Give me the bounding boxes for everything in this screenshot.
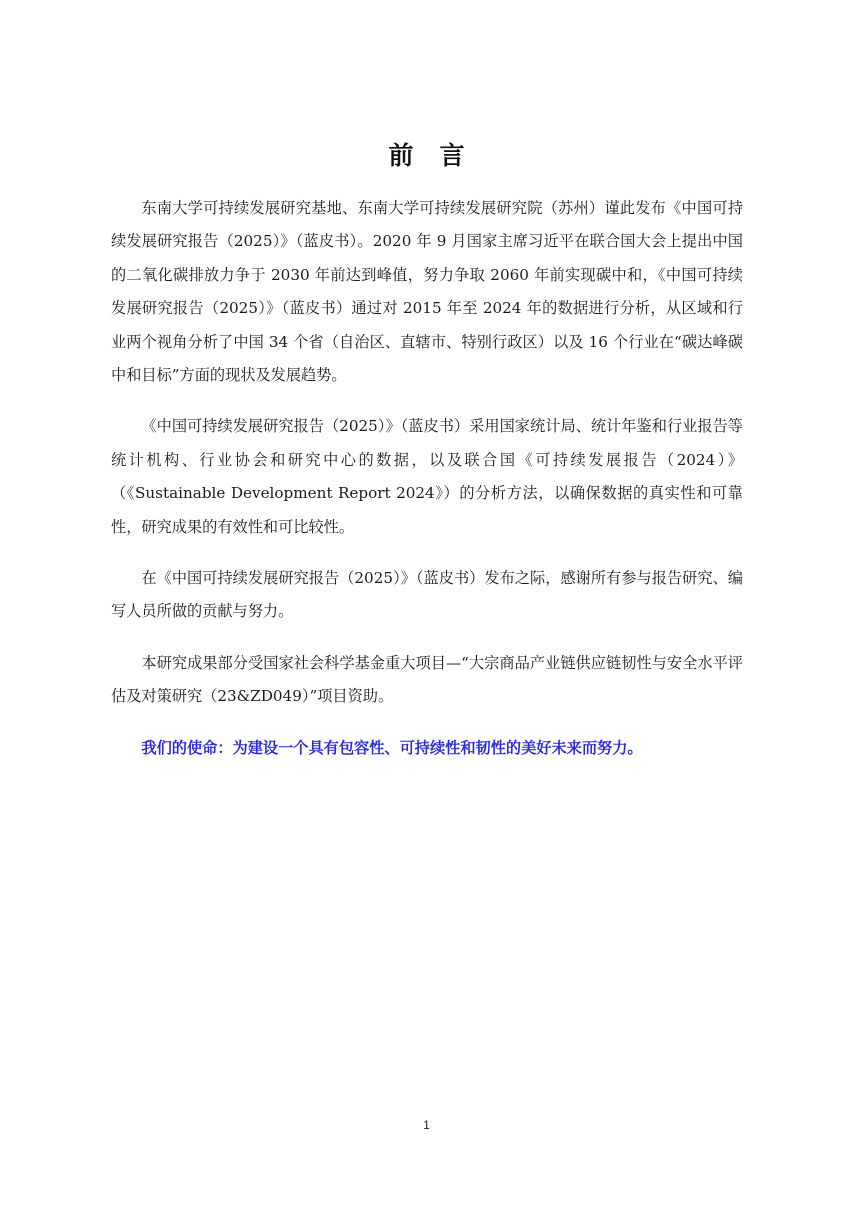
page-title: 前言 (388, 141, 491, 170)
mission-statement: 我们的使命：为建设一个具有包容性、可持续性和韧性的美好未来而努力。 (141, 738, 643, 757)
page-number: 1 (423, 1118, 430, 1132)
paragraph-intro: 东南大学可持续发展研究基地、东南大学可持续发展研究院（苏州）谨此发布《中国可持续发展研究报告（2025）》（蓝皮书）。2020 年 9 月国家主席习近平在联合国大会上提出中国的二氧化碳排放力争于 2030 年前达到峰值，努力争取 2060 年前实现碳中和，《中国可持续发展研究报告（2025）》（蓝皮书）通过对 2015 年至 2024 年的数据进行分析，从区域和行业两个视角分析了中国 34 个省（自治区、直辖市、特别行政区）以及 16 个行业在“碳达峰碳中和目标”方面的现状及发展趋势。 (111, 199, 743, 385)
paragraph-data-sources: 《中国可持续发展研究报告（2025）》（蓝皮书）采用国家统计局、统计年鉴和行业报告等统计机构、行业协会和研究中心的数据，以及联合国《可持续发展报告（2024）》（《Sustainable Development Report 2024》）的分析方法，以确保数据的真实性和可靠性，研究成果的有效性和可比较性。 (111, 417, 743, 536)
paragraph-funding: 本研究成果部分受国家社会科学基金重大项目—“大宗商品产业链供应链韧性与安全水平评估及对策研究（23&ZD049）”项目资助。 (111, 653, 743, 706)
body-text (111, 192, 743, 765)
paragraph-acknowledgement: 在《中国可持续发展研究报告（2025）》（蓝皮书）发布之际，感谢所有参与报告研究、编写人员所做的贡献与努力。 (111, 569, 743, 621)
